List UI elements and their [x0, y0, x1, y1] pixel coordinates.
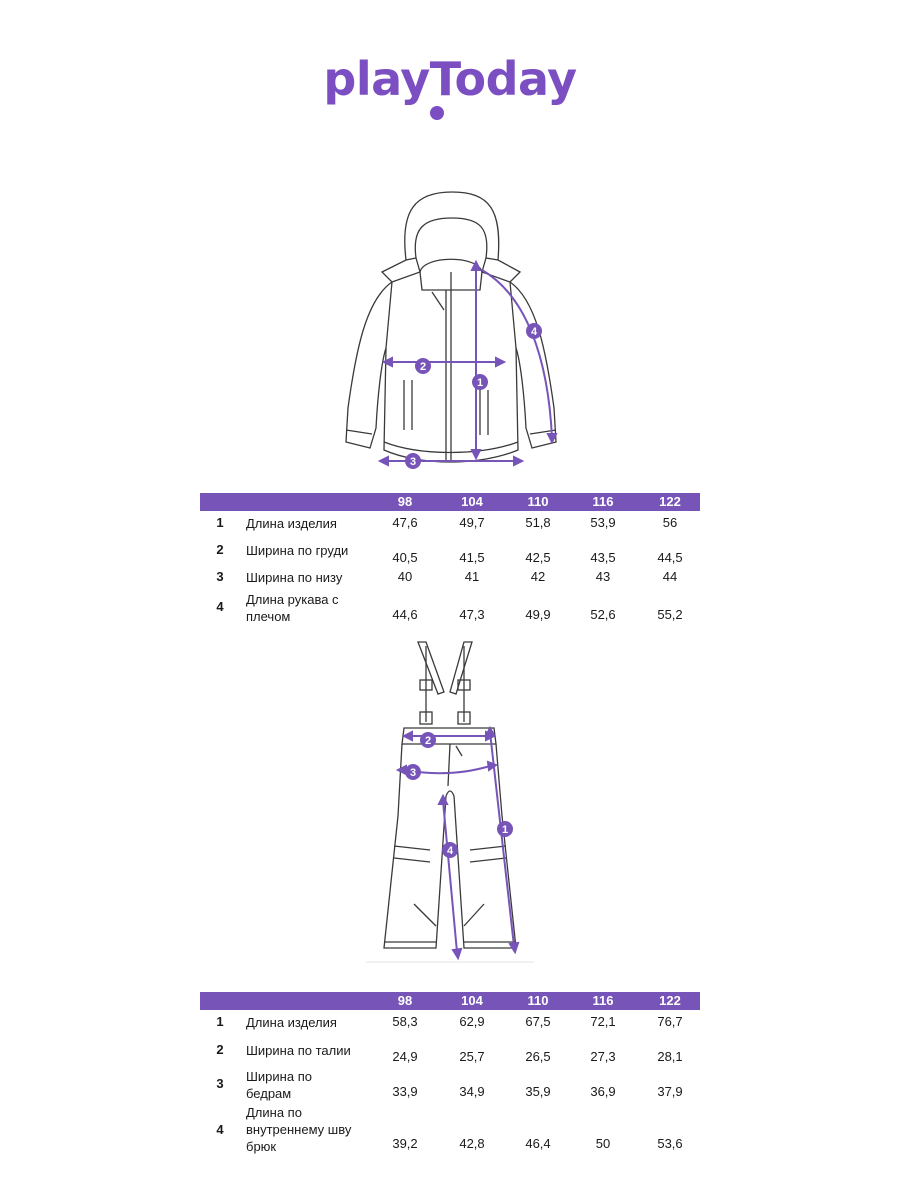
- row-label: Ширина по бедрам: [246, 1069, 312, 1101]
- row-label: Длина рукава с плечом: [246, 592, 339, 624]
- pants-header-size-122: 122: [659, 993, 681, 1008]
- row-value: 55,2: [657, 607, 683, 622]
- row-label: Ширина по груди: [246, 543, 349, 558]
- row-value: 56: [662, 515, 678, 530]
- row-number: 3: [216, 1076, 224, 1091]
- row-label: Ширина по талии: [246, 1043, 351, 1058]
- row-value: 43: [595, 569, 611, 584]
- pants-header-size-98: 98: [397, 993, 413, 1008]
- pants-header-size-116: 116: [592, 993, 614, 1008]
- row-value: 42,5: [525, 550, 551, 565]
- jacket-marker-label-4: 4: [530, 326, 538, 338]
- row-value: 39,2: [392, 1136, 418, 1151]
- pants-marker-label-1: 1: [501, 824, 509, 836]
- row-value: 36,9: [590, 1084, 616, 1099]
- pants-table-row: [200, 1068, 700, 1104]
- row-value: 40: [397, 569, 413, 584]
- row-value: 42: [530, 569, 546, 584]
- row-label: Длина по внутреннему шву брюк: [246, 1105, 352, 1154]
- jacket-table-row: [200, 569, 700, 589]
- jacket-header-size-98: 98: [397, 494, 413, 509]
- jacket-header-size-110: 110: [527, 494, 549, 509]
- row-value: 44: [662, 569, 678, 584]
- row-value: 35,9: [525, 1084, 551, 1099]
- row-value: 67,5: [525, 1014, 551, 1029]
- row-value: 41: [464, 569, 480, 584]
- row-value: 51,8: [525, 515, 551, 530]
- pants-drawing: [360, 636, 540, 966]
- jacket-size-table: [200, 493, 700, 633]
- row-value: 43,5: [590, 550, 616, 565]
- row-value: 33,9: [392, 1084, 418, 1099]
- row-number: 1: [216, 515, 224, 530]
- row-value: 50: [595, 1136, 611, 1151]
- row-value: 47,3: [459, 607, 485, 622]
- row-value: 42,8: [459, 1136, 485, 1151]
- row-value: 58,3: [392, 1014, 418, 1029]
- jacket-marker-label-1: 1: [476, 377, 484, 389]
- row-number: 3: [216, 569, 224, 584]
- row-value: 40,5: [392, 550, 418, 565]
- row-value: 62,9: [459, 1014, 485, 1029]
- pants-table-row: [200, 1014, 700, 1034]
- row-label: Длина изделия: [246, 516, 337, 531]
- jacket-table-row: [200, 515, 700, 535]
- pants-marker-label-2: 2: [424, 735, 432, 747]
- row-number: 4: [216, 1122, 224, 1137]
- row-number: 2: [216, 542, 224, 557]
- row-value: 46,4: [525, 1136, 551, 1151]
- row-value: 49,7: [459, 515, 485, 530]
- pants-header-size-104: 104: [461, 993, 483, 1008]
- row-value: 47,6: [392, 515, 418, 530]
- pants-table-row: [200, 1042, 700, 1068]
- pants-table-header: [200, 992, 700, 1010]
- row-value: 37,9: [657, 1084, 683, 1099]
- row-value: 44,6: [392, 607, 418, 622]
- row-value: 44,5: [657, 550, 683, 565]
- row-value: 34,9: [459, 1084, 485, 1099]
- row-value: 26,5: [525, 1049, 551, 1064]
- brand-logo: playToday: [323, 52, 577, 106]
- row-number: 2: [216, 1042, 224, 1057]
- row-value: 76,7: [657, 1014, 683, 1029]
- jacket-marker-label-2: 2: [419, 361, 427, 373]
- pants-marker-label-3: 3: [409, 767, 417, 779]
- pants-table-row: [200, 1104, 700, 1158]
- row-value: 72,1: [590, 1014, 616, 1029]
- row-value: 53,9: [590, 515, 616, 530]
- row-label: Длина изделия: [246, 1015, 337, 1030]
- pants-header-size-110: 110: [527, 993, 549, 1008]
- row-number: 1: [216, 1014, 224, 1029]
- row-value: 41,5: [459, 550, 485, 565]
- jacket-marker-label-3: 3: [409, 456, 417, 468]
- row-number: 4: [216, 599, 224, 614]
- logo-dot: [430, 106, 444, 120]
- row-label: Ширина по низу: [246, 570, 343, 585]
- jacket-header-size-122: 122: [659, 494, 681, 509]
- pants-marker-label-4: 4: [446, 845, 454, 857]
- jacket-table-row: [200, 542, 700, 570]
- row-value: 27,3: [590, 1049, 616, 1064]
- jacket-table-header: [200, 493, 700, 511]
- row-value: 28,1: [657, 1049, 683, 1064]
- jacket-table-row: [200, 591, 700, 627]
- row-value: 25,7: [459, 1049, 485, 1064]
- row-value: 24,9: [392, 1049, 418, 1064]
- jacket-drawing: [320, 180, 580, 480]
- pants-size-table: [200, 992, 700, 1162]
- jacket-header-size-116: 116: [592, 494, 614, 509]
- row-value: 52,6: [590, 607, 616, 622]
- jacket-header-size-104: 104: [461, 494, 483, 509]
- row-value: 49,9: [525, 607, 551, 622]
- row-value: 53,6: [657, 1136, 683, 1151]
